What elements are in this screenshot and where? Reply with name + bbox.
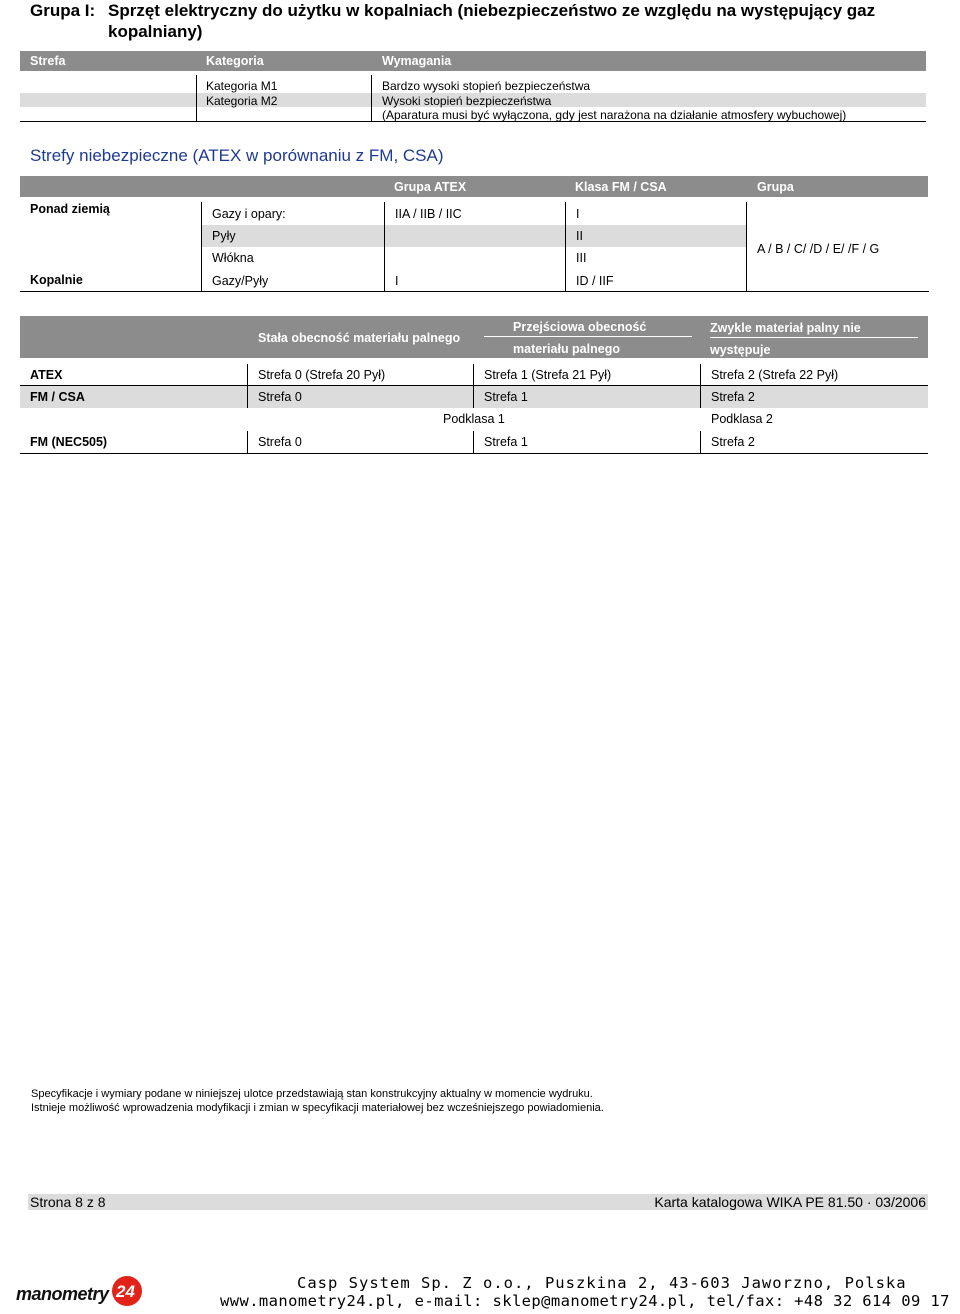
fm-class-mines: ID / IIF: [576, 274, 614, 288]
table3-atex-transient: Strefa 1 (Strefa 21 Pył): [484, 368, 612, 382]
table3-division-1: Podklasa 1: [443, 412, 505, 426]
company-contact[interactable]: www.manometry24.pl, e-mail: sklep@manometry24.pl, tel/fax: +48 32 614 09 17: [220, 1292, 950, 1310]
table2-header: [20, 176, 928, 197]
table3-atex-constant: Strefa 0 (Strefa 20 Pył): [258, 368, 386, 382]
disclaimer-line-2: Istnieje możliwość wprowadzenia modyfikacji i zmian w specyfikacji materiałowej bez wcześniejszego powiadomienia.: [31, 1102, 604, 1114]
table3-nec-normally: Strefa 2: [711, 435, 755, 449]
table3-header-transient-1: Przejściowa obecność: [513, 320, 647, 334]
table2-header-group: Grupa: [757, 180, 794, 194]
atex-group-mines: I: [395, 274, 399, 288]
table3-fmcsa-normally: Strefa 2: [711, 390, 755, 404]
fm-class-fibers: III: [576, 251, 587, 265]
table3-header-normally-1: Zwykle materiał palny nie: [710, 321, 861, 335]
table2-header-fm: Klasa FM / CSA: [575, 180, 667, 194]
hazard-zones-heading: Strefy niebezpieczne (ATEX w porównaniu z FM, CSA): [30, 146, 444, 165]
table3-atex-normally: Strefa 2 (Strefa 22 Pył): [711, 368, 839, 382]
material-gases-dusts: Gazy/Pyły: [212, 274, 269, 288]
table1-requirement-3: (Aparatura musi być wyłączona, gdy jest narażona na działanie atmosfery wybuchowej): [382, 108, 847, 122]
material-gases: Gazy i opary:: [212, 207, 286, 221]
table3-fmcsa-transient: Strefa 1: [484, 390, 528, 404]
fm-class-dusts: II: [576, 229, 583, 243]
disclaimer: [31, 1087, 604, 1115]
table3-header-constant: Stała obecność materiału palnego: [258, 331, 461, 345]
table1-header-category: Kategoria: [206, 54, 264, 68]
above-ground-label: Ponad ziemią: [30, 202, 110, 216]
material-dusts: Pyły: [212, 229, 236, 243]
table1-header-requirements: Wymagania: [382, 54, 452, 68]
page-number: Strona 8 z 8: [30, 1194, 106, 1210]
fm-class-gases: I: [576, 207, 580, 221]
table3-row-atex-label: ATEX: [30, 368, 63, 382]
table3-nec-transient: Strefa 1: [484, 435, 528, 449]
material-fibers: Włókna: [212, 251, 254, 265]
table3-nec-constant: Strefa 0: [258, 435, 302, 449]
table1-category-1: Kategoria M1: [206, 79, 278, 93]
footer-bar: [28, 1194, 928, 1210]
logo-badge-number: 24: [116, 1282, 135, 1301]
table3-fmcsa-constant: Strefa 0: [258, 390, 302, 404]
logo-text: manometry: [16, 1284, 109, 1304]
mines-label: Kopalnie: [30, 273, 83, 287]
catalog-reference: Karta katalogowa WIKA PE 81.50 · 03/2006: [654, 1194, 926, 1210]
group-label: Grupa I:: [30, 1, 96, 20]
table3-row-shade: [20, 386, 928, 408]
table3-header-normally-2: występuje: [710, 343, 771, 357]
company-address: Casp System Sp. Z o.o., Puszkina 2, 43-603 Jaworzno, Polska: [297, 1274, 907, 1292]
table2-header-atex: Grupa ATEX: [394, 180, 467, 194]
table1-header-zone: Strefa: [30, 54, 66, 68]
table3-row-fmcsa-label: FM / CSA: [30, 390, 85, 404]
manometry24-logo[interactable]: [16, 1276, 146, 1310]
table3-division-2: Podklasa 2: [711, 412, 773, 426]
table1-requirement-1: Bardzo wysoki stopień bezpieczeństwa: [382, 79, 591, 93]
table3-header-transient-2: materiału palnego: [513, 342, 620, 356]
disclaimer-line-1: Specyfikacje i wymiary podane w niniejszej ulotce przedstawiają stan konstrukcyjny aktualny w momencie wydruku.: [31, 1088, 593, 1100]
company-info: [220, 1274, 960, 1310]
gas-groups-value: A / B / C/ /D / E/ /F / G: [757, 242, 880, 256]
table1-category-2: Kategoria M2: [206, 94, 278, 108]
table1-requirement-2: Wysoki stopień bezpieczeństwa: [382, 94, 552, 108]
table1-header: [20, 51, 926, 71]
table3-row-nec-label: FM (NEC505): [30, 435, 108, 449]
table3-header: [20, 316, 928, 358]
table2-row-shade: [202, 225, 746, 247]
group-title: Sprzęt elektryczny do użytku w kopalniach (niebezpieczeństwo ze względu na występujący gaz kopalniany): [108, 1, 876, 41]
atex-group-gases: IIA / IIB / IIC: [395, 207, 462, 221]
